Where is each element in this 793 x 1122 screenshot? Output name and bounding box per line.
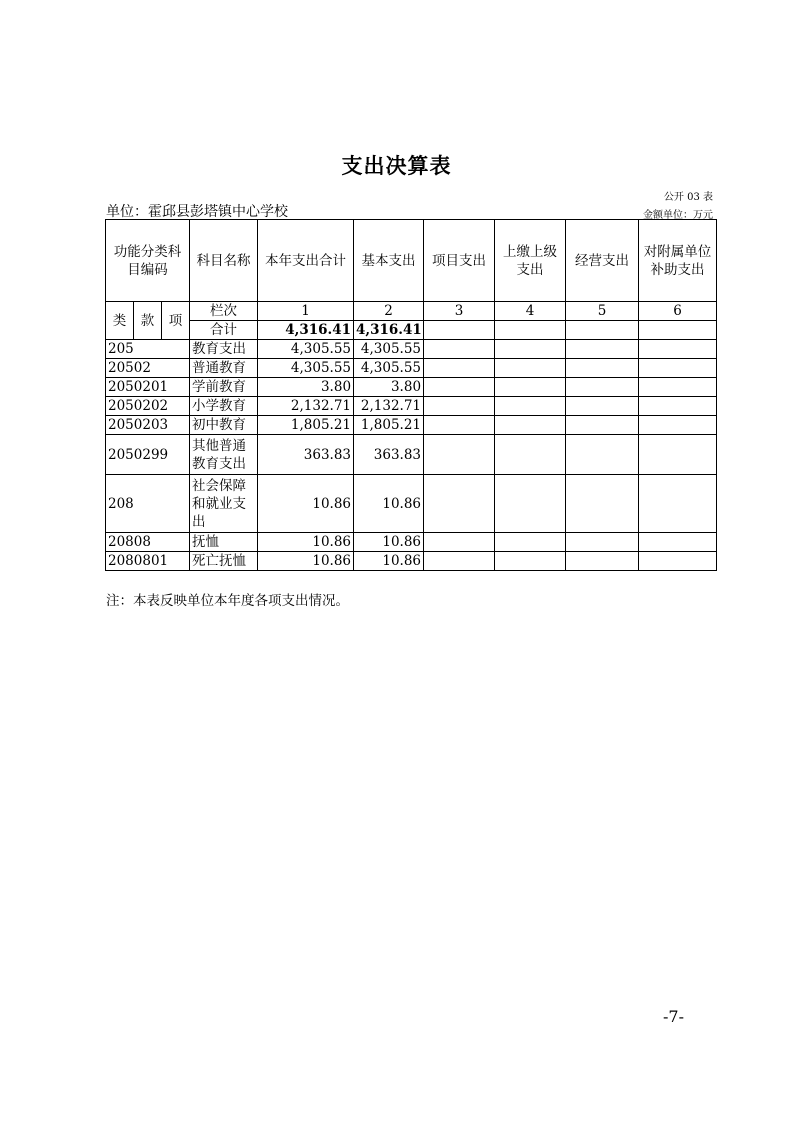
row-total: 10.86 [258, 552, 354, 571]
row-code: 20808 [106, 533, 190, 552]
header-upper: 上缴上级支出 [495, 220, 566, 302]
row-code: 205 [106, 340, 190, 359]
row-total: 363.83 [258, 435, 354, 475]
unit-label: 单位：霍邱县彭塔镇中心学校 [106, 204, 288, 220]
header-subsidy: 对附属单位补助支出 [639, 220, 717, 302]
row-total: 3.80 [258, 378, 354, 397]
column-no-label: 栏次 [190, 302, 258, 321]
row-name: 其他普通教育支出 [190, 435, 258, 475]
column-number: 5 [566, 302, 639, 321]
row-code: 2050299 [106, 435, 190, 475]
header-project: 项目支出 [424, 220, 495, 302]
header-basic: 基本支出 [354, 220, 424, 302]
row-total: 1,805.21 [258, 416, 354, 435]
row-code: 2050201 [106, 378, 190, 397]
table-row [106, 397, 717, 416]
row-total: 2,132.71 [258, 397, 354, 416]
row-code: 2050202 [106, 397, 190, 416]
page-title: 支出决算表 [341, 153, 452, 178]
row-code: 208 [106, 475, 190, 533]
table-row [106, 552, 717, 571]
sub-header-kuan: 款 [134, 302, 162, 340]
header-row [106, 220, 717, 302]
row-total: 10.86 [258, 475, 354, 533]
row-name: 小学教育 [190, 397, 258, 416]
row-basic: 1,805.21 [354, 416, 424, 435]
column-number-row [106, 302, 717, 321]
row-code: 20502 [106, 359, 190, 378]
total-basic: 4,316.41 [354, 321, 424, 340]
row-name: 普通教育 [190, 359, 258, 378]
table-row [106, 475, 717, 533]
row-basic: 10.86 [354, 475, 424, 533]
table-row [106, 378, 717, 397]
row-basic: 2,132.71 [354, 397, 424, 416]
amount-unit: 金额单位：万元 [643, 210, 713, 221]
column-number: 2 [354, 302, 424, 321]
table-row [106, 435, 717, 475]
table-row [106, 359, 717, 378]
row-basic: 3.80 [354, 378, 424, 397]
footnote: 注：本表反映单位本年度各项支出情况。 [106, 593, 349, 609]
column-number: 6 [639, 302, 717, 321]
row-total: 10.86 [258, 533, 354, 552]
total-amount: 4,316.41 [258, 321, 354, 340]
header-code: 功能分类科目编码 [106, 220, 190, 302]
table-row [106, 533, 717, 552]
row-total: 4,305.55 [258, 340, 354, 359]
total-row [106, 321, 717, 340]
header-total: 本年支出合计 [258, 220, 354, 302]
row-name: 死亡抚恤 [190, 552, 258, 571]
row-name: 学前教育 [190, 378, 258, 397]
row-code: 2050203 [106, 416, 190, 435]
row-name: 抚恤 [190, 533, 258, 552]
column-number: 3 [424, 302, 495, 321]
total-label: 合计 [190, 321, 258, 340]
row-basic: 4,305.55 [354, 340, 424, 359]
row-total: 4,305.55 [258, 359, 354, 378]
row-name: 初中教育 [190, 416, 258, 435]
row-basic: 363.83 [354, 435, 424, 475]
header-business: 经营支出 [566, 220, 639, 302]
row-basic: 10.86 [354, 552, 424, 571]
header-name: 科目名称 [190, 220, 258, 302]
page-number: -7- [663, 1007, 684, 1026]
form-number: 公开 03 表 [663, 192, 713, 203]
expenditure-table [105, 219, 717, 571]
table-row [106, 416, 717, 435]
sub-header-xiang: 项 [162, 302, 190, 340]
sub-header-lei: 类 [106, 302, 134, 340]
row-name: 社会保障和就业支出 [190, 475, 258, 533]
table-row [106, 340, 717, 359]
column-number: 4 [495, 302, 566, 321]
row-name: 教育支出 [190, 340, 258, 359]
column-number: 1 [258, 302, 354, 321]
row-basic: 10.86 [354, 533, 424, 552]
row-code: 2080801 [106, 552, 190, 571]
row-basic: 4,305.55 [354, 359, 424, 378]
